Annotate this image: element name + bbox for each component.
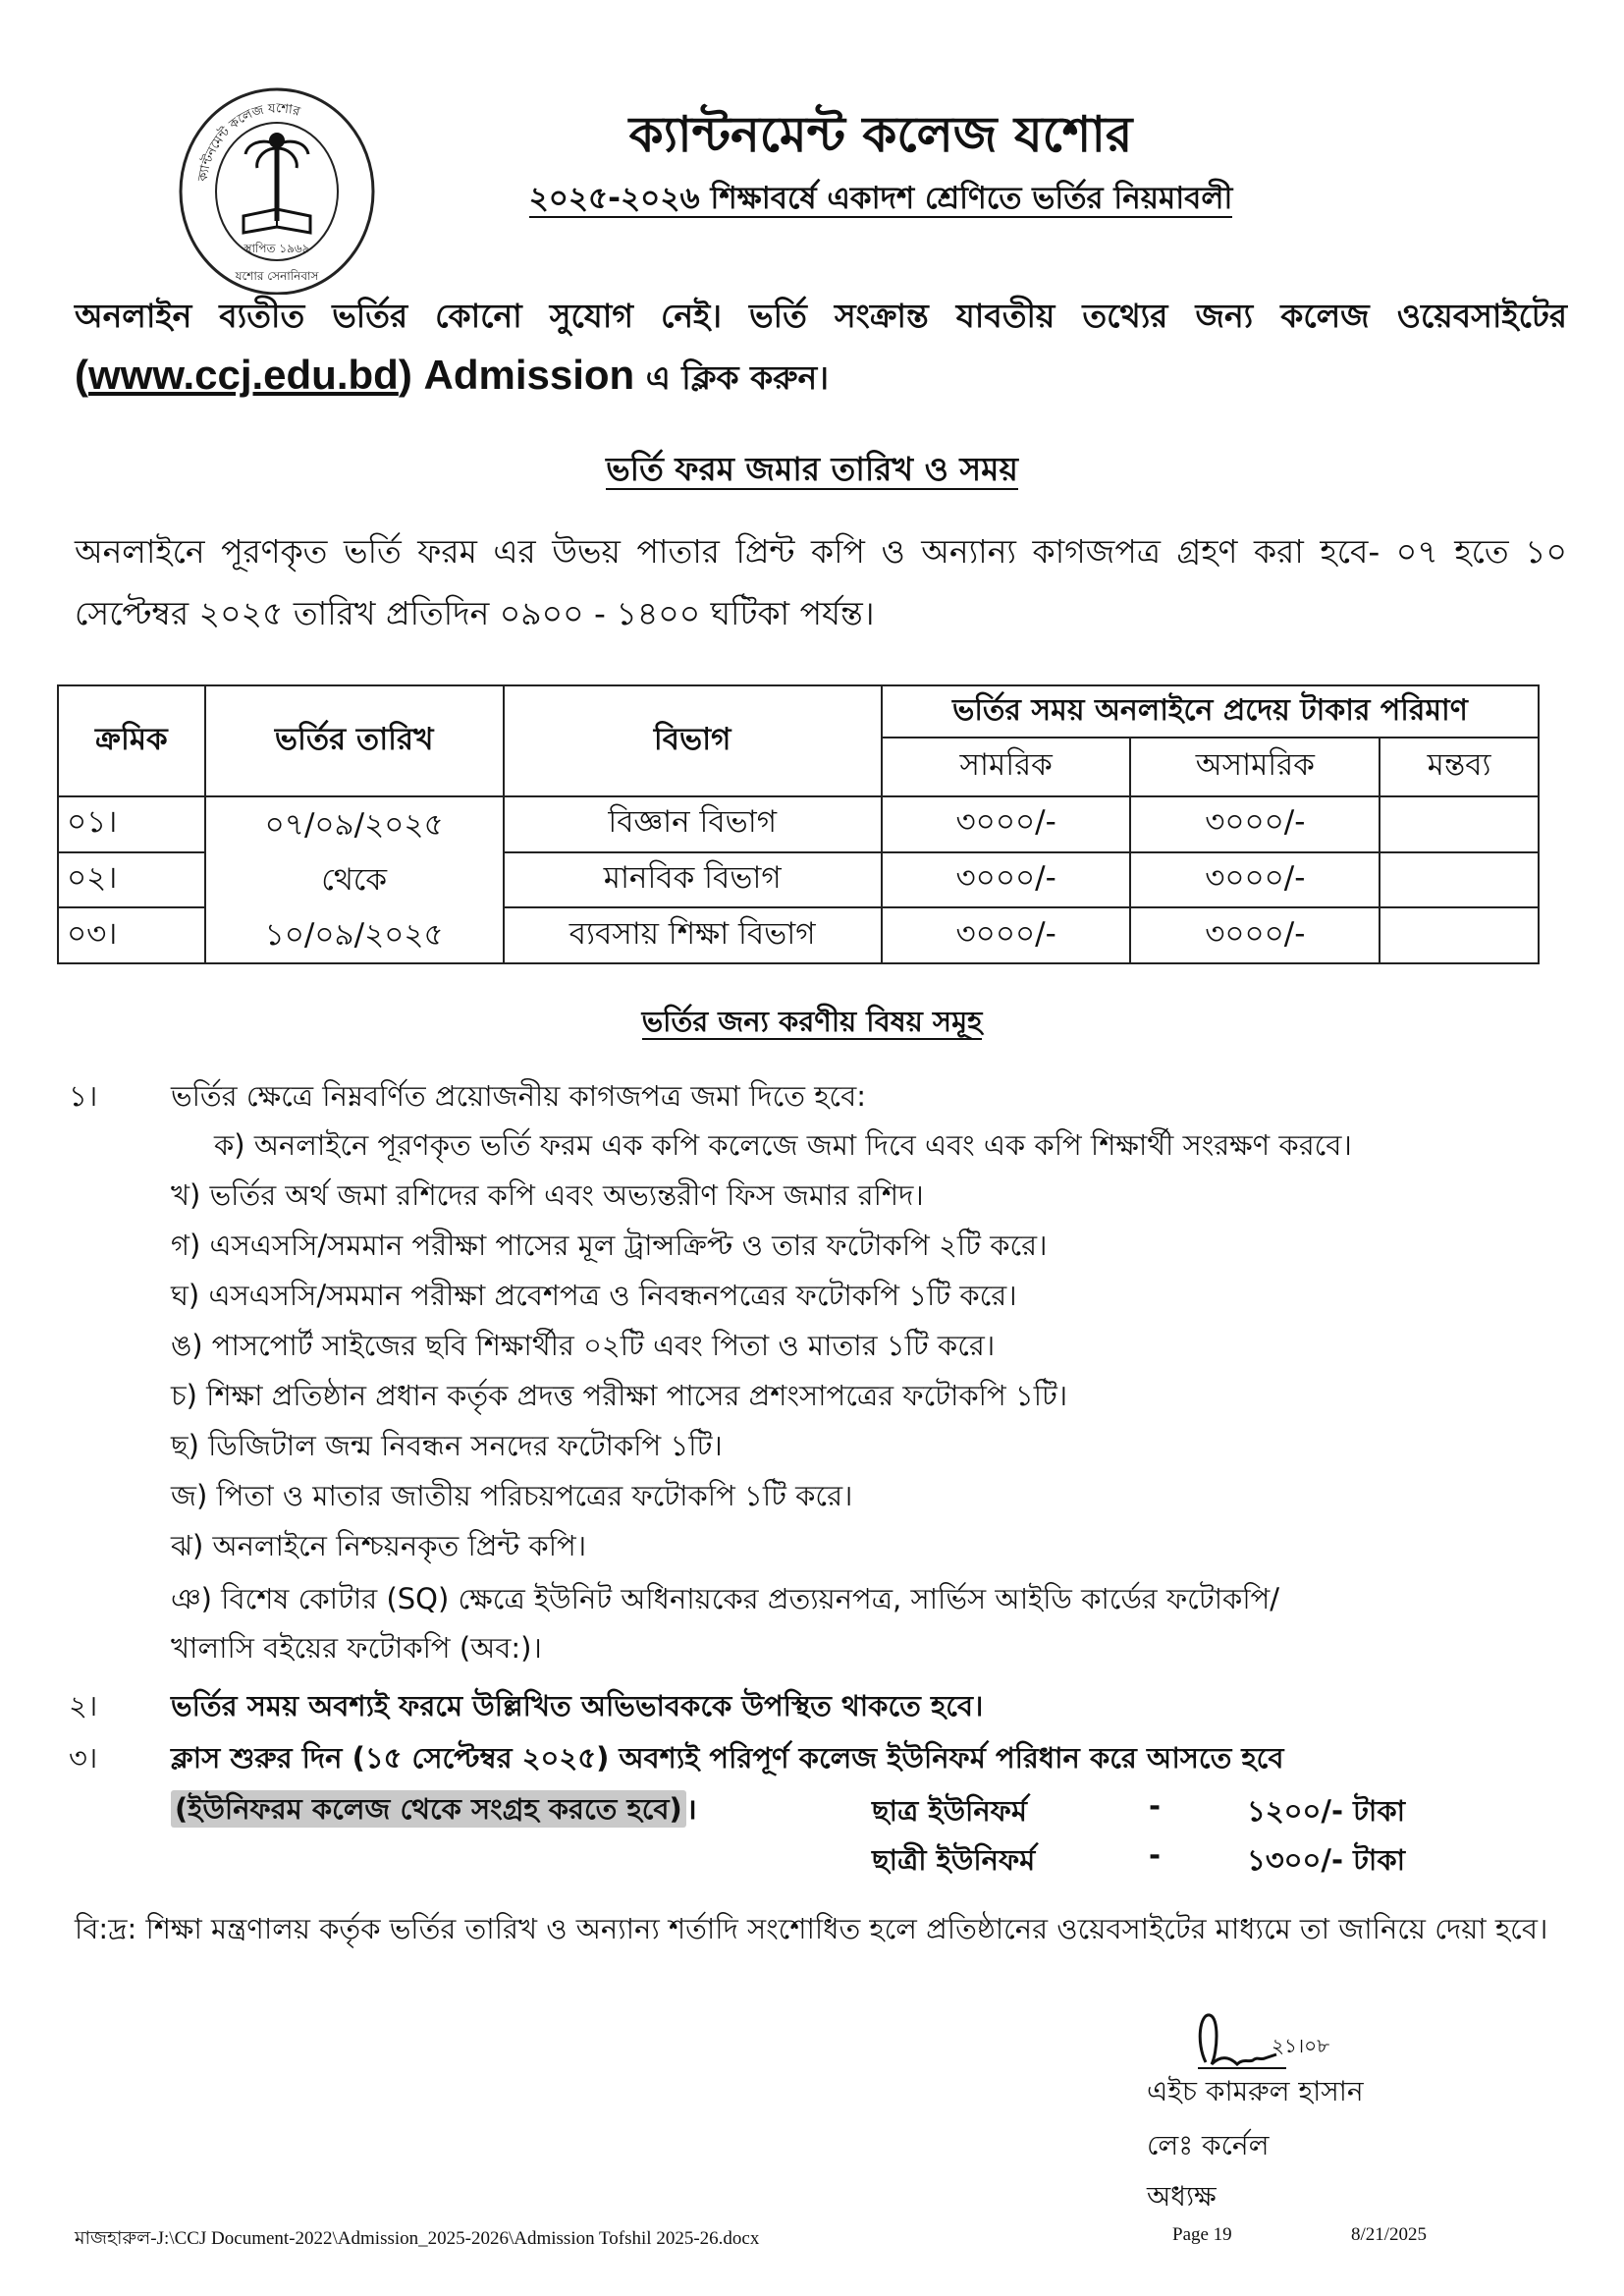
submission-heading: [0, 444, 1624, 499]
footer-date: 8/21/2025: [1351, 2224, 1428, 2245]
signatory-name: এইচ কামরুল হাসান: [1147, 2075, 1364, 2107]
uniform-price-boys: ১২০০/- টাকা: [1247, 1794, 1406, 1828]
row-civilian: ৩০০০/-: [1130, 796, 1380, 852]
row-civilian: ৩০০০/-: [1130, 907, 1380, 963]
row-serial: ০২।: [58, 852, 205, 908]
fee-table: [57, 684, 1540, 964]
header-military: সামরিক: [882, 738, 1131, 796]
item-text: ভর্তির ক্ষেত্রে নিম্নবর্ণিত প্রয়োজনীয় কাগজপত্র জমা দিতে হবে:: [171, 1079, 867, 1113]
header-serial: ক্রমিক: [58, 685, 205, 796]
signatory-rank: লেঃ কর্নেল: [1147, 2129, 1270, 2161]
date-from: ০৭/০৯/২০২৫: [264, 807, 444, 843]
tasks-heading: [0, 1000, 1624, 1048]
row-remarks: [1380, 796, 1539, 852]
submission-paragraph: অনলাইনে পূরণকৃত ভর্তি ফরম এর উভয় পাতার প্রিন্ট কপি ও অন্যান্য কাগজপত্র গ্রহণ করা হবে- ০৭ হতে ১০ সেপ্টেম্বর ২০২৫ তারিখ প্রতিদিন ০৯০০ - ১৪০০ ঘটিকা পর্যন্ত।: [75, 532, 1567, 632]
item-number: ২।: [69, 1689, 98, 1722]
header-civilian: অসামরিক: [1130, 738, 1380, 796]
document-requirement: চ) শিক্ষা প্রতিষ্ঠান প্রধান কর্তৃক প্রদত্ত পরীক্ষা পাসের প্রশংসাপত্রের ফটোকপি ১টি।: [171, 1379, 1068, 1412]
document-requirement: ঙ) পাসপোর্ট সাইজের ছবি শিক্ষার্থীর ০২টি এবং পিতা ও মাতার ১টি করে।: [171, 1329, 996, 1362]
document-requirement: ঝ) অনলাইনে নিশ্চয়নকৃত প্রিন্ট কপি।: [171, 1529, 587, 1562]
uniform-dash: -: [1149, 1789, 1162, 1823]
document-requirement: ঞ) বিশেষ কোটার (SQ) ক্ষেত্রে ইউনিট অধিনায়কের প্রত্যয়নপত্র, সার্ভিস আইডি কার্ডের ফটোকপি/: [171, 1582, 1280, 1615]
item-number: ৩।: [69, 1741, 98, 1775]
footer-file-path: মাজহারুল-J:\CCJ Document-2022\Admission_2025-2026\Admission Tofshil 2025-26.docx: [75, 2228, 760, 2249]
logo-bottom-text: যশোর সেনানিবাস: [235, 269, 319, 283]
tasks-heading-text: ভর্তির জন্য করণীয় বিষয় সমূহ: [641, 1005, 983, 1038]
logo-year: স্থাপিত ১৯৬৯: [244, 242, 310, 255]
item-number: ১।: [69, 1079, 98, 1113]
item-text: ক্লাস শুরুর দিন (১৫ সেপ্টেম্বর ২০২৫) অবশ্যই পরিপূর্ণ কলেজ ইউনিফর্ম পরিধান করে আসতে হবে: [171, 1741, 1284, 1775]
table-row: [58, 796, 1539, 852]
admission-label: Admission: [411, 352, 635, 398]
uniform-dash: -: [1149, 1838, 1162, 1872]
signatory-designation: অধ্যক্ষ: [1147, 2180, 1217, 2213]
uniform-note: [171, 1787, 697, 1835]
header-department: বিভাগ: [504, 685, 882, 796]
row-civilian: ৩০০০/-: [1130, 852, 1380, 908]
row-department: ব্যবসায় শিক্ষা বিভাগ: [504, 907, 882, 963]
row-military: ৩০০০/-: [882, 852, 1131, 908]
footer-page-number: Page 19: [1172, 2224, 1232, 2245]
header-amount-group: ভর্তির সময় অনলাইনে প্রদেয় টাকার পরিমাণ: [882, 685, 1539, 738]
signature-date: ২১।০৮: [1272, 2034, 1330, 2057]
document-subtitle: [0, 175, 1624, 226]
document-requirement: ছ) ডিজিটাল জন্ম নিবন্ধন সনদের ফটোকপি ১টি।: [171, 1429, 723, 1462]
uniform-highlight-end: ।: [685, 1792, 697, 1826]
document-requirement-cont: খালাসি বইয়ের ফটোকপি (অব:)।: [171, 1631, 542, 1665]
row-remarks: [1380, 852, 1539, 908]
document-requirement: গ) এসএসসি/সমমান পরীক্ষা পাসের মূল ট্রান্সক্রিপ্ট ও তার ফটোকপি ২টি করে।: [171, 1229, 1048, 1262]
row-remarks: [1380, 907, 1539, 963]
uniform-label-boys: ছাত্র ইউনিফর্ম: [872, 1794, 1027, 1828]
intro-paragraph: [75, 287, 1567, 408]
submission-heading-text: ভর্তি ফরম জমার তারিখ ও সময়: [606, 450, 1018, 488]
notice-paragraph: বি:দ্র: শিক্ষা মন্ত্রণালয় কর্তৃক ভর্তির তারিখ ও অন্যান্য শর্তাদি সংশোধিত হলে প্রতিষ্ঠানের ওয়েবসাইটের মাধ্যমে তা জানিয়ে দেয়া হবে।: [75, 1912, 1548, 1945]
logo-top-text: ক্যান্টনমেন্ট কলেজ যশোর: [195, 100, 302, 184]
document-requirement: ঘ) এসএসসি/সমমান পরীক্ষা প্রবেশপত্র ও নিবন্ধনপত্রের ফটোকপি ১টি করে।: [171, 1279, 1017, 1312]
document-requirement: ক) অনলাইনে পূরণকৃত ভর্তি ফরম এক কপি কলেজে জমা দিবে এবং এক কপি শিক্ষার্থী সংরক্ষণ করবে।: [214, 1128, 1352, 1162]
document-requirement: জ) পিতা ও মাতার জাতীয় পরিচয়পত্রের ফটোকপি ১টি করে।: [171, 1479, 853, 1512]
header-date: ভর্তির তারিখ: [205, 685, 504, 796]
intro-text-after: এ ক্লিক করুন।: [634, 358, 830, 397]
header-remarks: মন্তব্য: [1380, 738, 1539, 796]
intro-open-paren: (: [75, 352, 88, 398]
document-title: ক্যান্টনমেন্ট কলেজ যশোর: [628, 106, 1133, 163]
intro-close-paren: ): [398, 352, 412, 398]
row-department: বিজ্ঞান বিভাগ: [504, 796, 882, 852]
row-military: ৩০০০/-: [882, 796, 1131, 852]
website-link[interactable]: www.ccj.edu.bd: [88, 352, 399, 398]
row-serial: ০১।: [58, 796, 205, 852]
row-military: ৩০০০/-: [882, 907, 1131, 963]
uniform-highlight: (ইউনিফরম কলেজ থেকে সংগ্রহ করতে হবে): [171, 1790, 686, 1828]
intro-text-before: অনলাইন ব্যতীত ভর্তির কোনো সুযোগ নেই। ভর্তি সংক্রান্ত যাবতীয় তথ্যের জন্য কলেজ ওয়েবসাইটের: [75, 297, 1567, 335]
date-range-cell: [205, 796, 504, 963]
document-requirement: খ) ভর্তির অর্থ জমা রশিদের কপি এবং অভ্যন্তরীণ ফিস জমার রশিদ।: [171, 1178, 924, 1212]
uniform-label-girls: ছাত্রী ইউনিফর্ম: [872, 1843, 1036, 1877]
row-department: মানবিক বিভাগ: [504, 852, 882, 908]
date-to: ১০/০৯/২০২৫: [264, 917, 444, 953]
row-serial: ০৩।: [58, 907, 205, 963]
date-middle: থেকে: [321, 862, 388, 898]
uniform-price-girls: ১৩০০/- টাকা: [1247, 1843, 1406, 1877]
subtitle-text: ২০২৫-২০২৬ শিক্ষাবর্ষে একাদশ শ্রেণিতে ভর্তির নিয়মাবলী: [528, 181, 1233, 216]
item-text: ভর্তির সময় অবশ্যই ফরমে উল্লিখিত অভিভাবককে উপস্থিত থাকতে হবে।: [171, 1689, 984, 1722]
